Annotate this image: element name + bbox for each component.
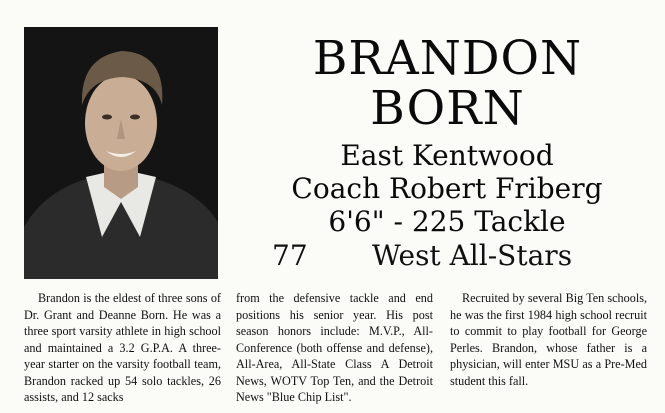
player-photo: [24, 27, 218, 279]
bio-column-1: Brandon is the eldest of three sons of Dr. Grant and Deanne Born. He was a three sport varsity athlete in high school and maintained a 3.2 G.P.A. A three-year starter on the varsity football team, Brandon racked up 54 solo tackles, 26 assists, and 12 sacks: [24, 291, 221, 404]
size-position: 6'6" - 225 Tackle: [328, 205, 566, 238]
bio-column-2: from the defensive tackle and end positions his senior year. His post season honors include: M.V.P., All-Conference (both offense and defense), All-Area, All-State Class A Detroit News, WOTV Top Ten, and the Detroit News "Blue Chip List".: [236, 291, 433, 404]
bio-column-3: Recruited by several Big Ten schools, he was the first 1984 high school recruit to commit to play football for George Perles. Brandon, whose father is a physician, will enter MSU as a Pre-Med student this fall.: [450, 291, 647, 388]
jersey-number: 77: [272, 239, 308, 272]
team-name: West All-Stars: [372, 239, 573, 272]
portrait-illustration: [24, 27, 218, 279]
school-name: East Kentwood: [340, 139, 554, 172]
player-first-name: BRANDON: [312, 31, 583, 86]
player-last-name: BORN: [370, 81, 525, 136]
coach-name: Coach Robert Friberg: [291, 172, 603, 205]
